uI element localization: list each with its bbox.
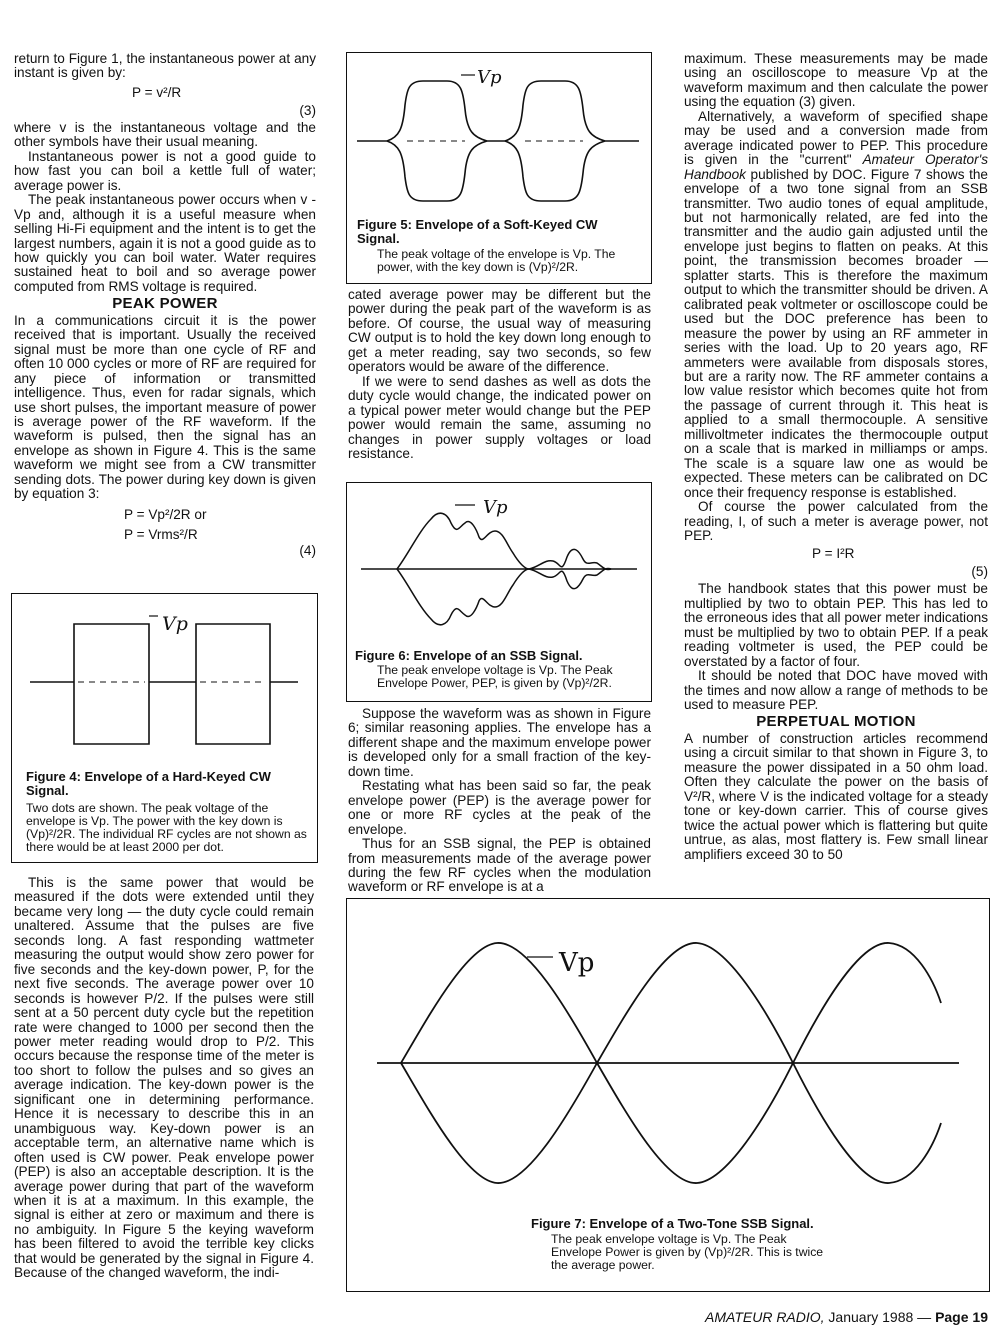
vp-label: Vp [477,67,502,88]
figure-4 [11,593,318,863]
paragraph: A number of construction articles recommend using a circuit similar to that shown in Figure 3, to measure the power dissipated in a 50 ohm load. Often they calculate the power on the basis of V²/R, where V is the indicated voltage for a steady tone or key-down carrier. This of course gives twice the actual power which is flattering but quite untrue, as alas, most flattery is. Few small linear amplifiers exceed 30 to 50 [684,730,988,862]
paragraph: If we were to send dashes as well as dots the duty cycle would change, the indicated power on a typical power meter would change but the PEP power would remain the same, assuming no changes in power supply voltages or load resistance. [348,373,651,461]
paragraph: This is the same power that would be measured if the dots were extended until they became very long — the duty cycle could remain unaltered. Assume that the pulses are five seconds long. A fast responding wattmeter measuring the output would show zero power for five seconds and the key-down power, P, for the next five seconds. The average power over 10 seconds is however P/2. If the pulses were still sent at a 50 percent duty cycle but the repetition rate were changed to 1000 per second then the power meter reading would drop to P/2. This occurs because the response time of the meter is too short to follow the pulses and so gives an average indication. The key-down power is the significant one in determining performance. Hence it is necessary to describe this in an unambiguous way. Key-down power is an acceptable term, an alternative name which is often used is CW power. Peak envelope power (PEP) is also an acceptable description. It is the average power during that part of the waveform when it is at a maximum. In this example, the signal is either at zero or maximum and there is no ambiguity. In Figure 5 the keying waveform has been filtered to avoid the terrible key clicks that would be generated by the signal in Figure 4. Because of the changed waveform, the indi- [14,875,314,1281]
figure-caption-body: The peak envelope voltage is Vp. The Peak Envelope Power is given by (Vp)²/2R. This is twice the average power. [551,1232,824,1272]
equation-4-number: (4) [299,542,316,558]
section-heading: PERPETUAL MOTION [756,713,916,731]
equation-4a: P = Vp²/2R or [124,506,207,522]
figure-caption-body: Two dots are shown. The peak voltage of the envelope is Vp. The power with the key down is (Vp)²/2R. The individual RF cycles are not shown as there would be at least 2000 per dot. [26,801,307,854]
vp-label: Vp [162,613,188,635]
column-1 [14,52,316,559]
paragraph: Instantaneous power is not a good guide to how fast you can boil a kettle full of water; average power is. [14,148,316,193]
column-3 [684,52,988,862]
paragraph: Restating what has been said so far, the peak envelope power (PEP) is the average power for one or more RF cycles at the peak of the envelope. [348,778,651,837]
paragraph: Suppose the waveform was as shown in Figure 6; similar reasoning applies. The envelope has a different shape and the maximum envelope power is developed only for a small fraction of the key-down time. [348,706,651,779]
paragraph: Alternatively, a waveform of specified shape may be used and a conversion made from average indicated power to PEP. This procedure is given in the "current" Amateur Operator's Handbook published by DOC. Figure 7 shows the envelope of a two tone signal from an SSB transmitter. Two audio tones of equal amplitude, but not harmonically related, are fed into the transmitter and the audio gain adjusted until the envelope just begins to flatten on peaks. At this point, the transmission becomes broader — splatter starts. This is therefore the maximum output to which the transmitter should be driven. A calibrated peak voltmeter or oscilloscope could be used but the DOC preference has been to measure the power by using an RF ammeter in series with the load. Up to 20 years ago, RF ammeters were available from disposals stores, but are a rarity now. The RF ammeter contains a low value resistor which becomes quite hot from the passage of current through it. This heat is applied to a small thermocouple. A sensitive millivoltmeter indicates the thermocouple output on a scale that is marked in milliamps or amps. The scale is a square law one as would be expected. These meters can be calibrated on DC once their frequency response is established. [684,108,988,500]
vp-label: Vp [559,948,595,978]
paragraph: return to Figure 1, the instantaneous power at any instant is given by: [14,51,316,81]
figure-7-envelope-graphic [347,899,989,1199]
column-2-continued [348,707,651,895]
figure-caption-title: Figure 5: Envelope of a Soft-Keyed CW Signal. [357,217,598,246]
paragraph: cated average power may be different but the power during the peak part of the waveform is as before. Of course, the usual way of measuring CW output is to hold the key down long enough to get a meter reading, say two seconds, so few operators would be aware of the difference. [348,287,651,375]
figure-7 [346,898,990,1292]
equation-4b: P = Vrms²/R [124,526,198,542]
paragraph: maximum. These measurements may be made using an oscilloscope to measure Vp at the waveform maximum and then calculate the power using the equation (3) given. [684,51,988,110]
paragraph: where v is the instantaneous voltage and the other symbols have their usual meaning. [14,119,316,150]
section-heading: PEAK POWER [112,295,218,313]
figure-caption-title: Figure 7: Envelope of a Two-Tone SSB Signal. [531,1216,814,1231]
page-footer [705,1309,988,1325]
magazine-name: AMATEUR RADIO, [705,1309,825,1325]
figure-6 [346,482,652,702]
equation-5: P = I²R [812,546,855,562]
paragraph: Thus for an SSB signal, the PEP is obtained from measurements made of the average power during the few RF cycles when the modulation waveform or RF envelope is at a [348,836,651,895]
figure-caption-body: The peak envelope voltage is Vp. The Peak Envelope Power, PEP, is given by (Vp)²/2R. [377,663,613,690]
equation-text: P = v²/R [132,84,182,100]
figure-caption-body: The peak voltage of the envelope is Vp. The power, with the key down is (Vp)²/2R. [377,247,616,274]
issue-date: January 1988 — [824,1309,936,1325]
paragraph: The peak instantaneous power occurs when v - Vp and, although it is a useful measure when selling Hi-Fi equipment and the intent is to get the largest numbers, again it is not a good guide as to how quickly you can boil water. Water requires sustained heat to boil and so average power computed from RMS voltage is required. [14,192,316,294]
paragraph: The handbook states that this power must be multiplied by two to obtain PEP. This has led to the erroneous ides that all power meter indications must be multiplied by two to obtain PEP. If a peak reading voltmeter is used, the PEP could be overstated by a factor of four. [684,581,988,669]
figure-6-envelope-graphic [347,483,651,643]
paragraph: In a communications circuit it is the power received that is important. Usually the received signal must be more than one cycle of RF and often 10 000 cycles or more of RF are required for any piece of information or transmitted intelligence. Thus, even for radar signals, which use short pulses, the important measure of power is average power of the RF waveform. If the waveform is pulsed, then the signal has an envelope as shown in Figure 4. This is the same waveform we might see from a CW transmitter sending dots. The power during key down is given by equation 3: [14,312,316,502]
column-1-continued [14,876,314,1281]
figure-5 [346,52,652,284]
paragraph: It should be noted that DOC have moved with the times and now allow a range of methods to be used to measure PEP. [684,668,988,713]
figure-caption-title: Figure 6: Envelope of an SSB Signal. [355,648,583,663]
figure-caption-title: Figure 4: Envelope of a Hard-Keyed CW Signal. [26,769,271,798]
book-title: Amateur Operator's Handbook [684,152,988,182]
figure-5-envelope-graphic [347,53,651,213]
page-number: Page 19 [935,1309,988,1325]
paragraph: Of course the power calculated from the reading, I, of such a meter is average power, not PEP. [684,499,988,543]
figure-4-envelope-graphic [12,594,317,774]
equation-5-number: (5) [971,564,988,580]
equation-3 [14,85,316,101]
column-2 [348,288,651,461]
equation-3-number: (3) [299,102,316,118]
vp-label: Vp [483,497,508,518]
